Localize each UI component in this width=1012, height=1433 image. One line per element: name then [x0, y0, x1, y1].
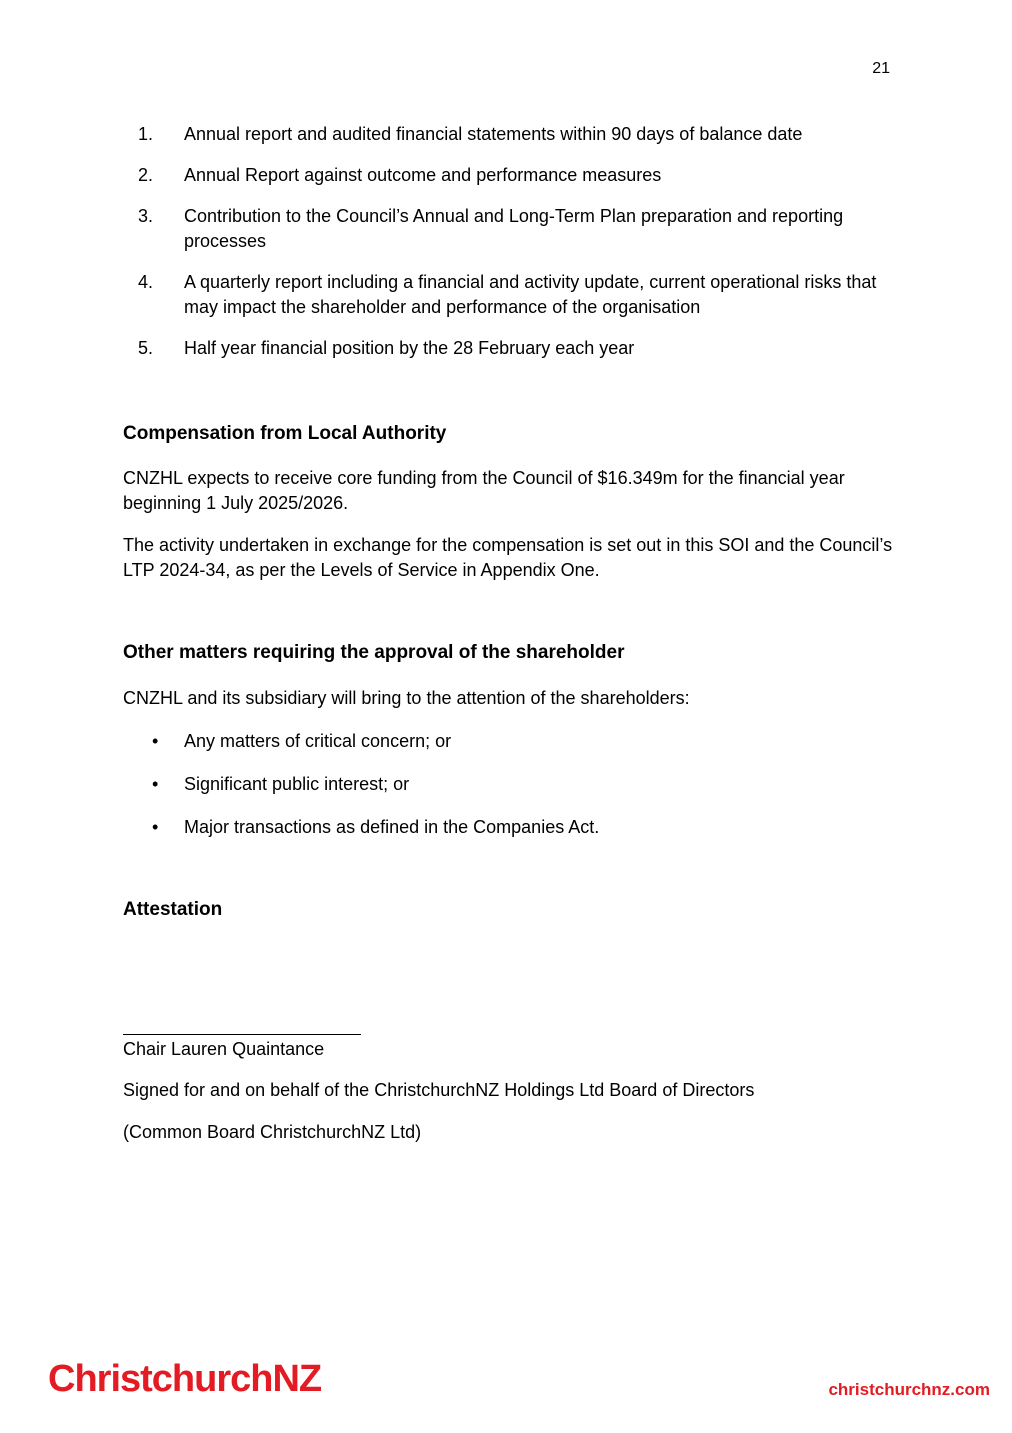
- list-item-text: Half year financial position by the 28 February each year: [184, 338, 635, 358]
- list-item: [123, 270, 893, 320]
- list-item: [123, 163, 893, 188]
- list-item-text: Annual report and audited financial statements within 90 days of balance date: [184, 124, 803, 144]
- list-item-text: A quarterly report including a financial and activity update, current operational risks that may impact the shareholder and performance of the organisation: [184, 272, 877, 317]
- bullet-icon: •: [152, 731, 159, 751]
- list-item: [123, 815, 599, 840]
- list-item: [123, 336, 893, 361]
- list-item: [123, 772, 599, 797]
- bullet-text: Significant public interest; or: [184, 774, 410, 794]
- list-item-number: 3.: [137, 206, 153, 226]
- list-item-text: Annual Report against outcome and performance measures: [184, 165, 662, 185]
- other-matters-intro: CNZHL and its subsidiary will bring to the attention of the shareholders:: [123, 688, 690, 708]
- other-matters-bullet-list: [123, 729, 599, 858]
- christchurchnz-logo: ChristchurchNZ: [48, 1358, 322, 1400]
- list-item-text: Contribution to the Council’s Annual and Long-Term Plan preparation and reporting processes: [184, 206, 844, 251]
- list-item-number: 4.: [137, 272, 153, 292]
- bullet-text: Major transactions as defined in the Companies Act.: [184, 817, 600, 837]
- list-item-number: 1.: [137, 124, 153, 144]
- list-item: [123, 204, 893, 254]
- bullet-icon: •: [152, 774, 159, 794]
- signature-line: [123, 1034, 361, 1035]
- bullet-text: Any matters of critical concern; or: [184, 731, 452, 751]
- compensation-activity-paragraph: The activity undertaken in exchange for the compensation is set out in this SOI and the Council’s LTP 2024-34, as per the Levels of Service in Appendix One.: [123, 535, 893, 580]
- bullet-icon: •: [152, 817, 159, 837]
- compensation-funding-paragraph: CNZHL expects to receive core funding from the Council of $16.349m for the financial year beginning 1 July 2025/2026.: [123, 468, 845, 513]
- compensation-heading: Compensation from Local Authority: [123, 423, 447, 444]
- reporting-requirements-list: [123, 122, 893, 377]
- signed-for-statement: Signed for and on behalf of the ChristchurchNZ Holdings Ltd Board of Directors: [123, 1080, 755, 1100]
- list-item-number: 2.: [137, 165, 153, 185]
- footer-website-url: christchurchnz.com: [828, 1380, 990, 1399]
- signatory-name: Chair Lauren Quaintance: [123, 1039, 325, 1059]
- list-item: [123, 122, 893, 147]
- list-item-number: 5.: [137, 338, 153, 358]
- page-number: 21: [872, 60, 890, 77]
- attestation-heading: Attestation: [123, 899, 223, 920]
- board-statement: (Common Board ChristchurchNZ Ltd): [123, 1122, 422, 1142]
- other-matters-heading: Other matters requiring the approval of the shareholder: [123, 642, 625, 663]
- list-item: [123, 729, 599, 754]
